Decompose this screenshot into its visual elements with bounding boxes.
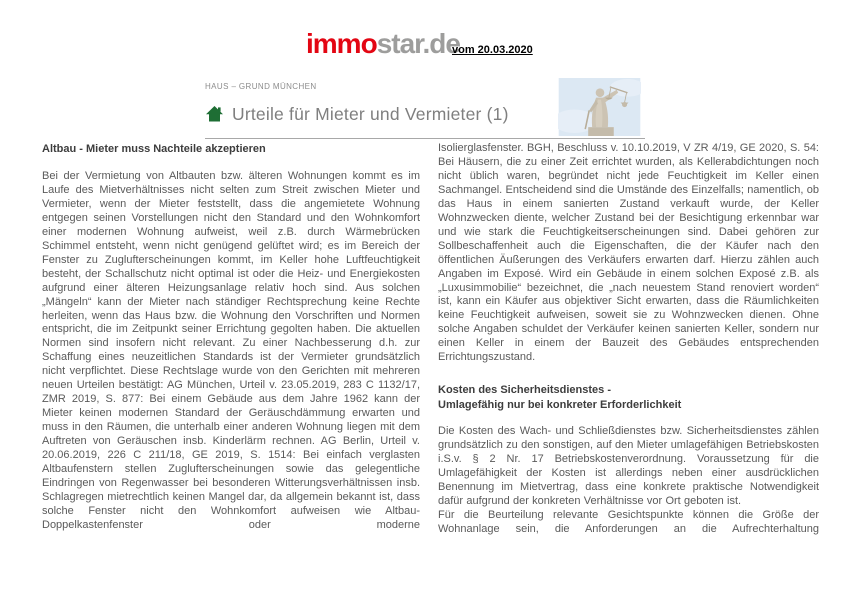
article-title-row	[206, 102, 509, 126]
house-icon	[206, 106, 223, 122]
heading-line-1: Kosten des Sicherheitsdienstes -	[438, 384, 611, 397]
page-title: Urteile für Mieter und Vermieter (1)	[232, 103, 509, 124]
article-heading-sicherheitsdienst	[438, 383, 819, 412]
article-body-sicherheitsdienst-2: Für die Beurteilung relevante Gesichtspunkte können die Größe der Wohnanlage sein, die Anforderungen an die Aufrechterhaltung	[438, 508, 819, 535]
logo-part-de: .de	[422, 28, 460, 59]
article-body-altbau-continued: Isolierglasfenster. BGH, Beschluss v. 10.10.2019, V ZR 4/19, GE 2020, S. 54: Bei Häusern, die zu einer Zeit errichtet wurden, als Kellerabdichtungen noch nicht üblich waren, begründet nicht jede Feuchtigkeit im Keller einen Sachmangel. Entscheidend sind die Umstände des Einzelfalls; namentlich, ob das Haus in einem sanierten Zustand verkauft wurde, der Keller Wohnzwecken diente, welcher Zustand bei der Besichtigung erkennbar war und wie stark die Feuchtigkeitserscheinungen sind. Dabei gehören zur Sollbeschaffenheit auch die Eigenschaften, die der Käufer nach den öffentlichen Äußerungen des Verkäufers erwarten darf. Hierzu zählen auch Angaben im Exposé. Wird ein Gebäude in einem solchen Exposé z.B. als „Luxusimmobilie“ bezeichnet, die „nach neuestem Stand renoviert worden“ ist, kann ein Käufer aus objektiver Sicht erwarten, dass die Räumlichkeiten keine Feuchtigkeit aufweisen, soweit sie zu Wohnzwecken dienen. Ohne solche Angaben schuldet der Verkäufer keinen sanierten Keller, sondern nur einen Keller in einem der Bauzeit des Gebäudes entsprechenden Errichtungszustand.	[438, 142, 819, 364]
masthead	[0, 0, 842, 70]
article-body-sicherheitsdienst: Die Kosten des Wach- und Schließdienstes bzw. Sicherheitsdienstes zählen grundsätzlich zu den sonstigen, auf den Mieter umlagefähigen Betriebskosten i.S.v. § 2 Nr. 17 Betriebskostenverordnung. Voraussetzung für die Umlagefähigkeit der Kosten ist allerdings neben einer ausdrücklichen Benennung im Mietvertrag, dass eine konkrete praktische Notwendigkeit dafür aufgrund der konkreten Verhältnisse vor Ort geboten ist.	[438, 425, 819, 508]
section-kicker: HAUS – GRUND MÜNCHEN	[205, 82, 317, 91]
article-heading-altbau: Altbau - Mieter muss Nachteile akzeptieren	[42, 143, 266, 155]
immostar-logo	[306, 28, 460, 60]
logo-part-immo: immo	[306, 28, 377, 59]
justitia-statue-photo	[558, 78, 641, 136]
header-divider	[205, 138, 645, 139]
logo-part-star: star	[376, 28, 423, 59]
heading-line-2: Umlagefähig nur bei konkreter Erforderlichkeit	[438, 398, 682, 411]
issue-date: vom 20.03.2020	[452, 44, 533, 56]
article-column-left	[42, 142, 420, 533]
article-column-right	[438, 142, 819, 537]
article-body-altbau: Bei der Vermietung von Altbauten bzw. älteren Wohnungen kommt es im Laufe des Mietverhältnisses nicht selten zum Streit zwischen Mieter und Vermieter, wenn der Mieter feststellt, dass die angemietete Wohnung entgegen seinen Vorstellungen nicht den Standard und den Wohnkomfort einer modernen Wohnung aufweist, weil z.B. durch Wärmebrücken Schimmel entsteht, wenn nicht genügend gelüftet wird; es im Bereich der Fenster zu Zuglufterscheinungen kommt, im Keller hohe Luftfeuchtigkeit besteht, der Schallschutz nicht optimal ist oder die Heiz- und Energiekosten aufgrund einer älteren Heizungsanlage relativ hoch sind. Aus solchen „Mängeln“ kann der Mieter nach ständiger Rechtsprechung keine Rechte herleiten, wenn das Haus bzw. die Wohnung den Vorschriften und Normen entspricht, die im Zeitpunkt seiner Errichtung gegolten haben. Die aktuellen Normen sind insofern nicht relevant. Zu einer Nachbesserung d.h. zur Schaffung eines neuzeitlichen Standards ist der Vermieter grundsätzlich nicht verpflichtet. Diese Rechtslage wurde von den Gerichten mit mehreren neuen Urteilen bestätigt: AG München, Urteil v. 23.05.2019, 283 C 1132/17, ZMR 2019, S. 877: Bei einem Gebäude aus dem Jahre 1962 kann der Mieter keinen modernen Standard der Geräuschdämmung erwarten und muss in den Räumen, die unterhalb einer anderen Wohnung liegen mit dem Auftreten von Geräuschen insb. Kinderlärm rechnen. AG Berlin, Urteil v. 20.06.2019, 226 C 211/18, GE 2019, S. 1514: Bei einfach verglasten Altbaufenstern stellen Zuglufterscheinungen sowie das gelegentliche Eindringen von Regenwasser bei besonderen Witterungsverhältnissen insb. Schlagregen mietrechtlich keinen Mangel dar, da allgemein bekannt ist, dass solche Fenster nicht den Wohnkomfort aufweisen wie Altbau-Doppelkastenfenster oder moderne	[42, 170, 420, 531]
